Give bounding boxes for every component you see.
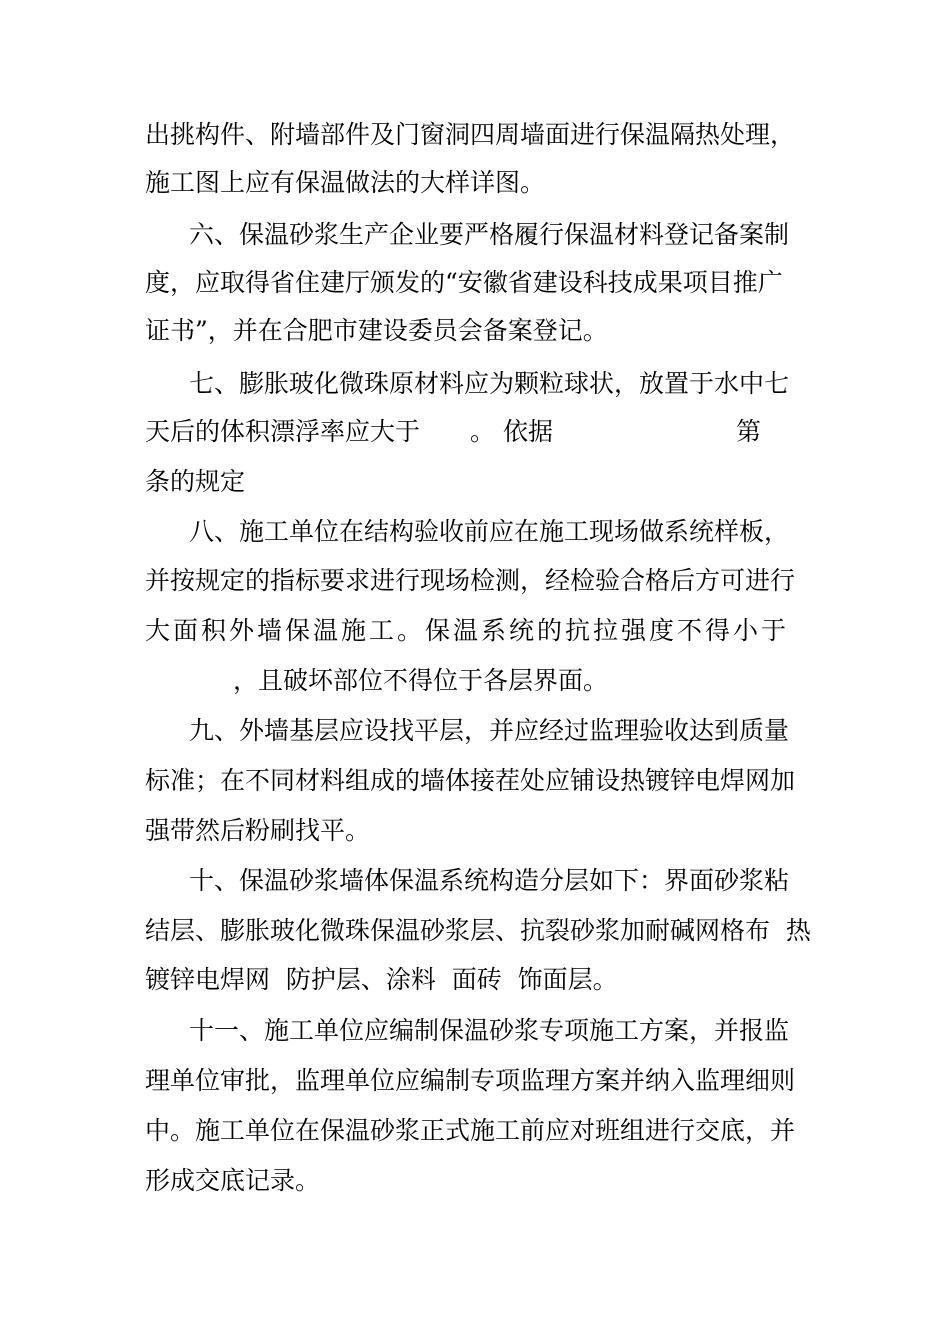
text-line: 证书”，并在合肥市建设委员会备案登记。 [145, 316, 608, 345]
text-line: 出挑构件、附墙部件及门窗洞四周墙面进行保温隔热处理， [145, 120, 796, 149]
text-line: 条的规定 [145, 467, 246, 496]
text-line: 标准；在不同材料组成的墙体接茬处应铺设热镀锌电焊网加 [145, 766, 796, 795]
text-line: 形成交底记录。 [145, 1166, 321, 1195]
text-line: 九、外墙基层应设找平层，并应经过监理验收达到质量 [189, 716, 790, 745]
text-line: 度，应取得省住建厅颁发的“安徽省建设科技成果项目推广 [145, 268, 783, 297]
text-line: ，且破坏部位不得位于各层界面。 [233, 666, 609, 695]
text-line: 并按规定的指标要求进行现场检测，经检验合格后方可进行 [145, 566, 796, 595]
text-fragment: 。 依据 [470, 417, 553, 446]
text-line: 强带然后粉刷找平。 [145, 816, 371, 845]
text-line: 十、保温砂浆墙体保温系统构造分层如下：界面砂浆粘 [189, 866, 790, 895]
text-line: 结层、膨胀玻化微珠保温砂浆层、抗裂砂浆加耐碱网格布 热 [145, 916, 811, 945]
text-fragment: 第 [736, 417, 762, 446]
text-line: 中。施工单位在保温砂浆正式施工前应对班组进行交底，并 [145, 1116, 796, 1145]
text-line: 天后的体积漂浮率应大于 [145, 417, 421, 446]
text-line: 七、膨胀玻化微珠原材料应为颗粒球状，放置于水中七 [189, 369, 790, 398]
text-line: 六、保温砂浆生产企业要严格履行保温材料登记备案制 [189, 220, 790, 249]
text-line: 十一、施工单位应编制保温砂浆专项施工方案，并报监 [189, 1016, 790, 1045]
text-line: 大面积外墙保温施工。保温系统的抗拉强度不得小于 [145, 616, 790, 645]
text-line: 理单位审批，监理单位应编制专项监理方案并纳入监理细则 [145, 1066, 796, 1095]
text-line: 镀锌电焊网 防护层、涂料 面砖 饰面层。 [145, 965, 618, 994]
text-line: 八、施工单位在结构验收前应在施工现场做系统样板， [189, 517, 790, 546]
text-line: 施工图上应有保温做法的大样详图。 [145, 168, 546, 197]
